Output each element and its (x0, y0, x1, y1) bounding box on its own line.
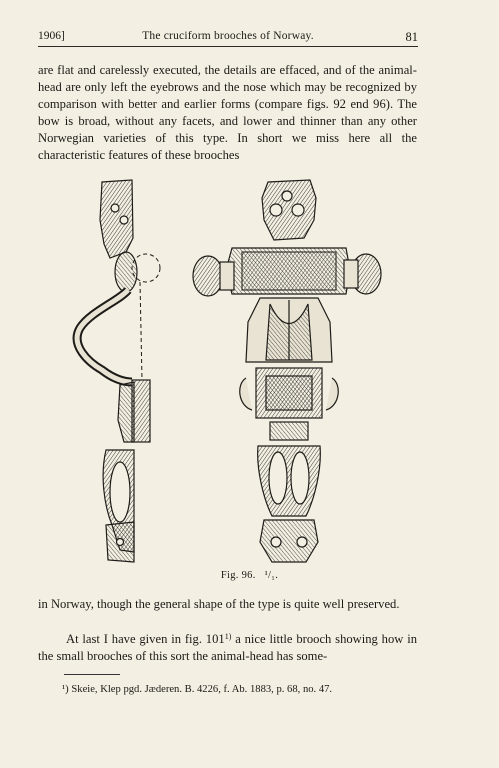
footnote-rule (64, 674, 120, 675)
caption-scale: ¹/₁. (264, 570, 279, 581)
running-header (38, 30, 418, 46)
footnote-text: Skeie, Klep pgd. Jæderen. B. 4226, f. Ab. 1883, p. 68, no. 47. (71, 684, 333, 695)
caption-label: Fig. 96. (220, 570, 256, 581)
paragraph-3-start: At last I have given in fig. 101 (66, 632, 225, 646)
paragraph-3-end: a nice little brooch showing how in the small brooches of this sort the animal-head has some- (38, 632, 417, 664)
header-year: 1906] (38, 30, 65, 42)
figure-caption (0, 570, 499, 581)
footnote (62, 683, 422, 696)
header-rule (38, 46, 418, 47)
brooch-front-view (193, 180, 381, 562)
page-number: 81 (405, 30, 418, 44)
paragraph-2: in Norway, though the general shape of the type is quite well preserved. (38, 597, 400, 611)
brooch-side-view (77, 180, 150, 562)
footnote-marker: ¹) (62, 684, 69, 695)
paragraph-3 (38, 628, 417, 665)
brooch-illustration (60, 170, 400, 570)
header-title: The cruciform brooches of Norway. (142, 30, 314, 42)
paragraph-1: are flat and carelessly executed, the details are effaced, and of the animal-head are only left the eyebrows and the nose which may be recognized by comparison with better and earlier forms (compare figs. 92 end 96). The bow is broad, without any facets, and lower and thinner than any other Norwegian varieties of this type. In short we miss here all the characteristic features of these brooches (38, 63, 417, 163)
footnote-reference: 1) (224, 632, 232, 641)
